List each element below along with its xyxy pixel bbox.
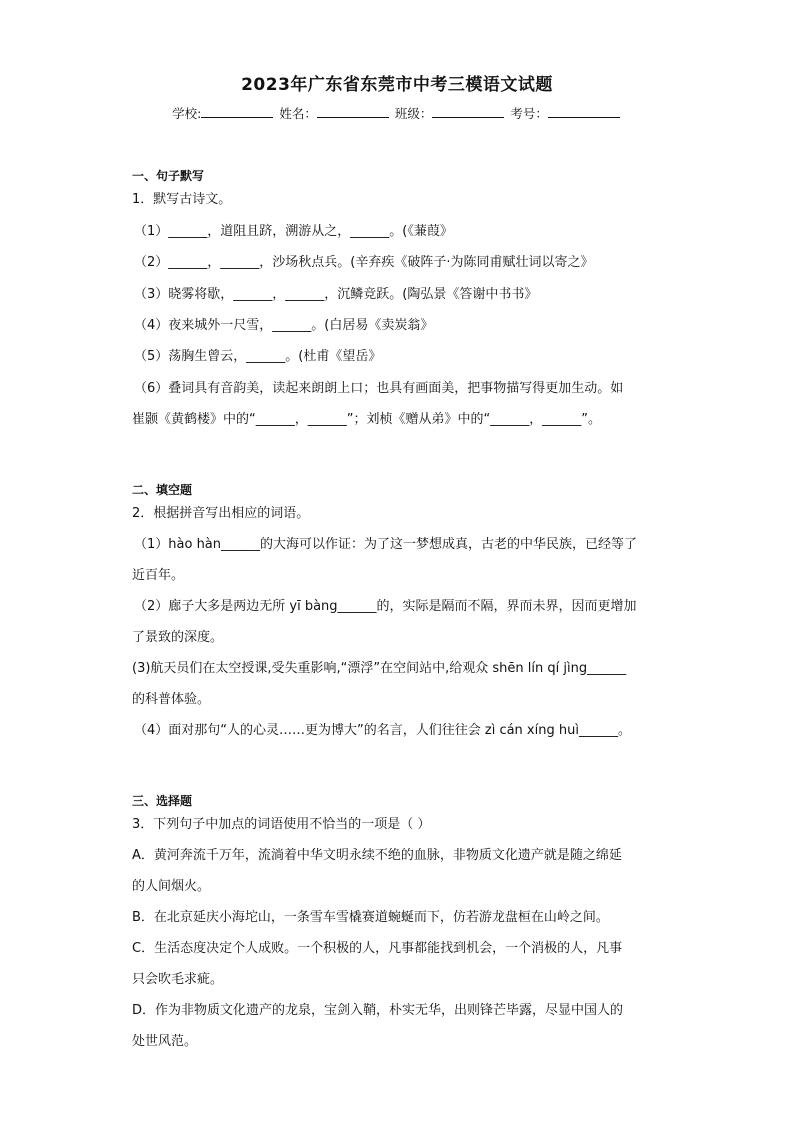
option-d-line-2: 处世风范。 bbox=[132, 1034, 198, 1049]
school-blank bbox=[201, 105, 273, 118]
option-d-line-1: D．作为非物质文化遗产的龙泉，宝剑入鞘，朴实无华，出则锋芒毕露，尽显中国人的 bbox=[132, 1003, 624, 1018]
option-a-line-2: 的人间烟火。 bbox=[132, 879, 211, 894]
question-1-item-6-line-1: （6）叠词具有音韵美，读起来朗朗上口；也具有画面美，把事物描写得更加生动。如 bbox=[134, 381, 624, 396]
question-2-item-2-line-2: 了景致的深度。 bbox=[132, 630, 224, 645]
class-blank bbox=[432, 105, 504, 118]
student-info-line bbox=[0, 104, 794, 122]
school-label: 学校: bbox=[172, 106, 202, 121]
question-2-item-2-line-1: （2）廊子大多是两边无所 yī bàng______的，实际是隔而不隔，界而未界，因而更增加 bbox=[134, 599, 637, 614]
section-heading-2: 二、填空题 bbox=[132, 483, 193, 497]
question-1-item-1: （1）______，道阻且跻，溯游从之，______。(《蒹葭》 bbox=[134, 224, 453, 239]
question-1-item-4: （4）夜来城外一尺雪，______。(白居易《卖炭翁》 bbox=[134, 318, 434, 333]
question-1-item-2: （2）______，______，沙场秋点兵。(辛弃疾《破阵子·为陈同甫赋壮词以寄之》 bbox=[134, 255, 594, 270]
question-2-item-1-line-1: （1）hào hàn______的大海可以作证：为了这一梦想成真，古老的中华民族，已经等了 bbox=[134, 537, 638, 552]
option-c-line-1: C．生活态度决定个人成败。一个积极的人，凡事都能找到机会，一个消极的人，凡事 bbox=[132, 941, 623, 956]
question-2-stem: 2．根据拼音写出相应的词语。 bbox=[132, 506, 310, 521]
section-heading-3: 三、选择题 bbox=[132, 794, 193, 808]
question-3-stem: 3．下列句子中加点的词语使用不恰当的一项是（ ） bbox=[132, 817, 431, 832]
question-1-item-3: （3）晓雾将歇，______，______，沉鳞竞跃。(陶弘景《答谢中书书》 bbox=[134, 287, 538, 302]
question-2-item-3-line-2: 的科普体验。 bbox=[132, 692, 211, 707]
option-c-line-2: 只会吹毛求疵。 bbox=[132, 972, 224, 987]
exam-no-blank bbox=[548, 105, 620, 118]
question-1-stem: 1．默写古诗文。 bbox=[132, 192, 232, 207]
question-2-item-4: （4）面对那句“人的心灵……更为博大”的名言，人们往往会 zì cán xíng huì______。 bbox=[134, 723, 631, 738]
exam-no-label: 考号： bbox=[510, 106, 548, 121]
class-label: 班级： bbox=[394, 106, 433, 121]
question-1-item-6-line-2: 崔颢《黄鹤楼》中的“______，______”；刘桢《赠从弟》中的“______，______”。 bbox=[132, 412, 601, 427]
option-a-line-1: A．黄河奔流千万年，流淌着中华文明永续不绝的血脉，非物质文化遗产就是随之绵延 bbox=[132, 848, 622, 863]
question-2-item-1-line-2: 近百年。 bbox=[132, 568, 185, 583]
name-label: 姓名： bbox=[279, 106, 317, 121]
page-title: 2023年广东省东莞市中考三模语文试题 bbox=[241, 75, 553, 95]
option-b: B．在北京延庆小海坨山，一条雪车雪橇赛道蜿蜒而下，仿若游龙盘桓在山岭之间。 bbox=[132, 910, 609, 925]
question-1-item-5: （5）荡胸生曾云，______。(杜甫《望岳》 bbox=[134, 349, 382, 364]
name-blank bbox=[317, 105, 389, 118]
question-2-item-3-line-1: (3)航天员们在太空授课,受失重影响,“漂浮”在空间站中,给观众 shēn lín qí jìng______ bbox=[132, 661, 627, 676]
section-heading-1: 一、句子默写 bbox=[132, 169, 205, 183]
